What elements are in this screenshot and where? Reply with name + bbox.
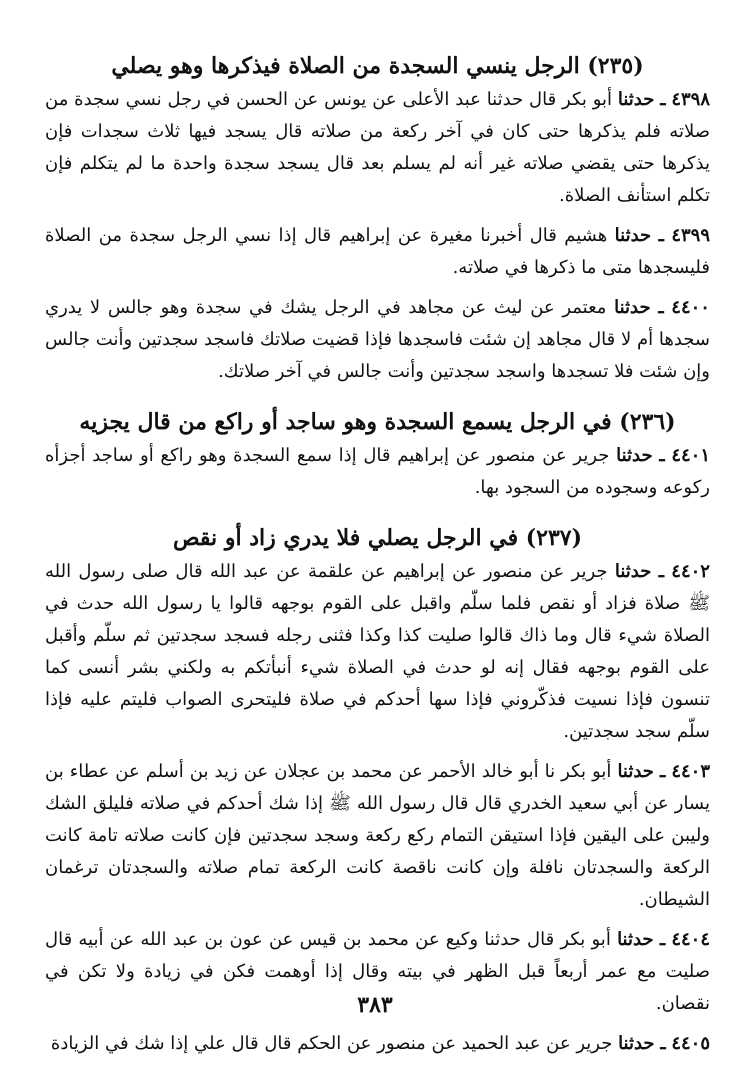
separator: ـ	[659, 929, 666, 950]
hadith-intro: حدثنا	[617, 929, 654, 950]
hadith-text: جرير عن منصور عن إبراهيم قال إذا سمع السجدة وهو راكع أو ساجد أجزأه ركوعه وسجوده من السجود بها.	[45, 445, 710, 498]
hadith-number: ٤٤٠٤	[671, 929, 710, 950]
hadith-number: ٤٣٩٨	[671, 89, 710, 110]
hadith-number: ٤٣٩٩	[671, 225, 710, 246]
hadith-intro: حدثنا	[614, 297, 651, 318]
hadith-text: أبو بكر نا أبو خالد الأحمر عن محمد بن عجلان عن زيد بن أسلم عن عطاء بن يسار عن أبي سعيد الخدري قال قال رسول الله ﷺ إذا شك أحدكم في صلاته فليلق الشك وليبن على اليقين فإذا استيقن التمام ركع ركعة وسجد سجدتين فإن كانت صلاته تامة كانت الركعة والسجدتان نافلة وإن كانت ناقصة كانت الركعة تمام صلاته والسجدتان ترغمان الشيطان.	[45, 761, 710, 910]
separator: ـ	[658, 297, 664, 318]
hadith-text: أبو بكر قال حدثنا عبد الأعلى عن يونس عن الحسن في رجل نسي سجدة من صلاته فلم يذكرها حتى كان في آخر ركعة من صلاته قال يسجد فيها ثلاث سجدات فإن يذكرها حتى يقضي صلاته غير أنه لم يسلم بعد قال يسجد سجدة واحدة ما لم يتكلم فإن تكلم استأنف الصلاة.	[45, 89, 710, 206]
hadith-intro: حدثنا	[617, 761, 654, 782]
hadith-4399	[45, 220, 710, 284]
hadith-intro: حدثنا	[616, 445, 653, 466]
separator: ـ	[660, 89, 666, 110]
hadith-text: أبو بكر قال حدثنا وكيع عن محمد بن قيس عن عون بن عبد الله عن أبيه قال صليت مع عمر أربعاً قبل الظهر في بيته وقال إذا أوهمت فكن في زيادة ولا تكن في نقصان.	[45, 929, 710, 1014]
document-page	[45, 50, 710, 1068]
separator: ـ	[659, 445, 665, 466]
separator: ـ	[660, 761, 666, 782]
hadith-intro: حدثنا	[614, 561, 652, 582]
hadith-text: جرير عن منصور عن إبراهيم عن علقمة عن عبد الله قال صلى رسول الله ﷺ صلاة فزاد أو نقص فلما سلّم واقبل على القوم بوجهه قالوا يا رسول الله حدث في الصلاة شيء قال وما ذاك قالوا صليت كذا وكذا فثنى رجله فسجد سجدتين ثم سلّم وأقبل على القوم بوجهه فقال إنه لو حدث في الصلاة شيء أنبأتكم به ولكني بشر أنسى كما تنسون فإذا نسيت فذكّروني فإذا سها أحدكم في صلاة فليتحرى الصواب فليتم عليه فإذا سلّم سجد سجدتين.	[45, 561, 710, 742]
hadith-number: ٤٤٠٠	[671, 297, 710, 318]
hadith-text: جرير عن عبد الحميد عن منصور عن الحكم قال قال علي إذا شك في الزيادة	[50, 1033, 613, 1054]
separator: ـ	[660, 1033, 666, 1054]
hadith-number: ٤٤٠١	[671, 445, 710, 466]
hadith-4401	[45, 440, 710, 504]
section-heading-235: (٢٣٥) الرجل ينسي السجدة من الصلاة فيذكرها وهو يصلي	[111, 53, 644, 79]
hadith-4402	[45, 556, 710, 748]
hadith-4400	[45, 292, 710, 388]
hadith-4398	[45, 84, 710, 212]
hadith-text: معتمر عن ليث عن مجاهد في الرجل يشك في سجدة وهو جالس لا يدري سجدها أم لا قال مجاهد إن شئت فاسجدها فإذا قضيت صلاتك فاسجد سجدتين وأنت جالس وإن شئت فلا تسجدها واسجد سجدتين وأنت جالس في آخر صلاتك.	[45, 297, 710, 382]
hadith-4405	[45, 1028, 710, 1060]
hadith-intro: حدثنا	[617, 89, 655, 110]
hadith-number: ٤٤٠٥	[671, 1033, 710, 1054]
hadith-text: هشيم قال أخبرنا مغيرة عن إبراهيم قال إذا نسي الرجل سجدة من الصلاة فليسجدها متى ما ذكرها في صلاته.	[45, 225, 710, 278]
section-heading-236: (٢٣٦) في الرجل يسمع السجدة وهو ساجد أو راكع من قال يجزيه	[79, 409, 676, 435]
page-number: ٣٨٣	[357, 992, 393, 1018]
hadith-intro: حدثنا	[614, 225, 652, 246]
section-heading-237: (٢٣٧) في الرجل يصلي فلا يدري زاد أو نقص	[172, 525, 583, 551]
separator: ـ	[658, 561, 664, 582]
separator: ـ	[658, 225, 664, 246]
hadith-intro: حدثنا	[618, 1033, 655, 1054]
hadith-number: ٤٤٠٢	[671, 561, 710, 582]
hadith-4403	[45, 756, 710, 916]
hadith-number: ٤٤٠٣	[671, 761, 710, 782]
